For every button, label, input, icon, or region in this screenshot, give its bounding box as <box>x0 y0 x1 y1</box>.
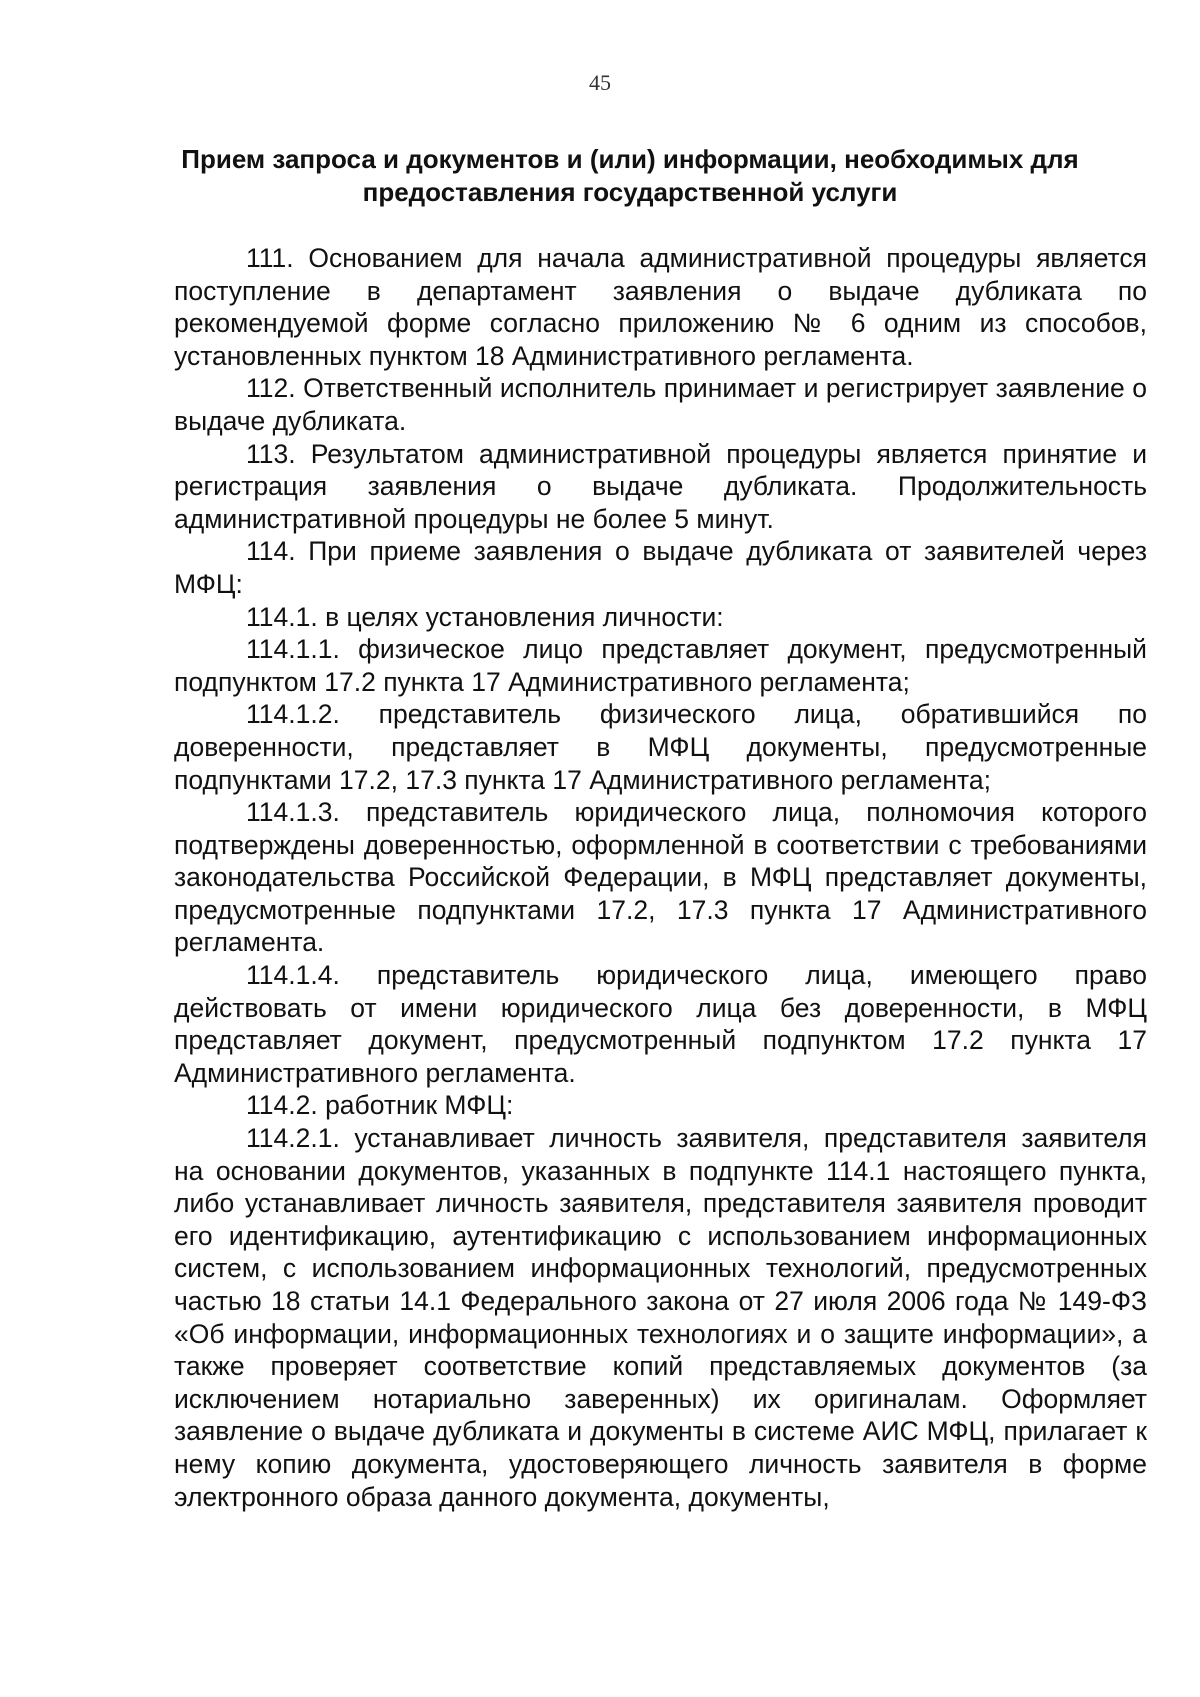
paragraph-114-1-3: 114.1.3. представитель юридического лица, полномочия которого подтверждены доверенностью, оформленной в соответствии с требованиями законодательства Российской Федерации, в МФЦ представляет документы, предусмотренные подпунктами 17.2, 17.3 пункта 17 Административного регламента. <box>174 797 1147 958</box>
paragraph-114-1-1: 114.1.1. физическое лицо представляет документ, предусмотренный подпунктом 17.2 пункта 17 Административного регламента; <box>174 634 1147 697</box>
paragraph-112: 112. Ответственный исполнитель принимает и регистрирует заявление о выдаче дубликата. <box>174 373 1147 436</box>
paragraph-114: 114. При приеме заявления о выдаче дубликата от заявителей через МФЦ: <box>174 536 1147 599</box>
page-number: 45 <box>589 70 611 95</box>
document-body <box>174 242 1147 1513</box>
paragraph-114-1: 114.1. в целях установления личности: <box>246 601 724 632</box>
paragraph-114-2-1: 114.2.1. устанавливает личность заявителя, представителя заявителя на основании документов, указанных в подпункте 114.1 настоящего пункта, либо устанавливает личность заявителя, представителя заявителя проводит его идентификацию, аутентификацию с использованием информационных систем, с использованием информационных технологий, предусмотренных частью 18 статьи 14.1 Федерального закона от 27 июля 2006 года № 149-ФЗ «Об информации, информационных технологиях и о защите информации», а также проверяет соответствие копий представляемых документов (за исключением нотариально заверенных) их оригиналам. Оформляет заявление о выдаче дубликата и документы в системе АИС МФЦ, прилагает к нему копию документа, удостоверяющего личность заявителя в форме электронного образа данного документа, документы, <box>174 1123 1147 1512</box>
paragraph-111: 111. Основанием для начала административной процедуры является поступление в департамент заявления о выдаче дубликата по рекомендуемой форме согласно приложению № 6 одним из способов, установленных пунктом 18 Административного регламента. <box>174 243 1147 371</box>
section-title: Прием запроса и документов и (или) информации, необходимых для предоставления государственной услуги <box>181 144 1079 207</box>
paragraph-113: 113. Результатом административной процедуры является принятие и регистрация заявления о выдаче дубликата. Продолжительность административной процедуры не более 5 минут. <box>174 438 1147 534</box>
paragraph-114-2: 114.2. работник МФЦ: <box>246 1090 514 1121</box>
paragraph-114-1-2: 114.1.2. представитель физического лица, обратившийся по доверенности, представляет в МФЦ документы, предусмотренные подпунктами 17.2, 17.3 пункта 17 Административного регламента; <box>174 699 1147 795</box>
paragraph-114-1-4: 114.1.4. представитель юридического лица, имеющего право действовать от имени юридического лица без доверенности, в МФЦ представляет документ, предусмотренный подпунктом 17.2 пункта 17 Административного регламента. <box>174 960 1147 1088</box>
